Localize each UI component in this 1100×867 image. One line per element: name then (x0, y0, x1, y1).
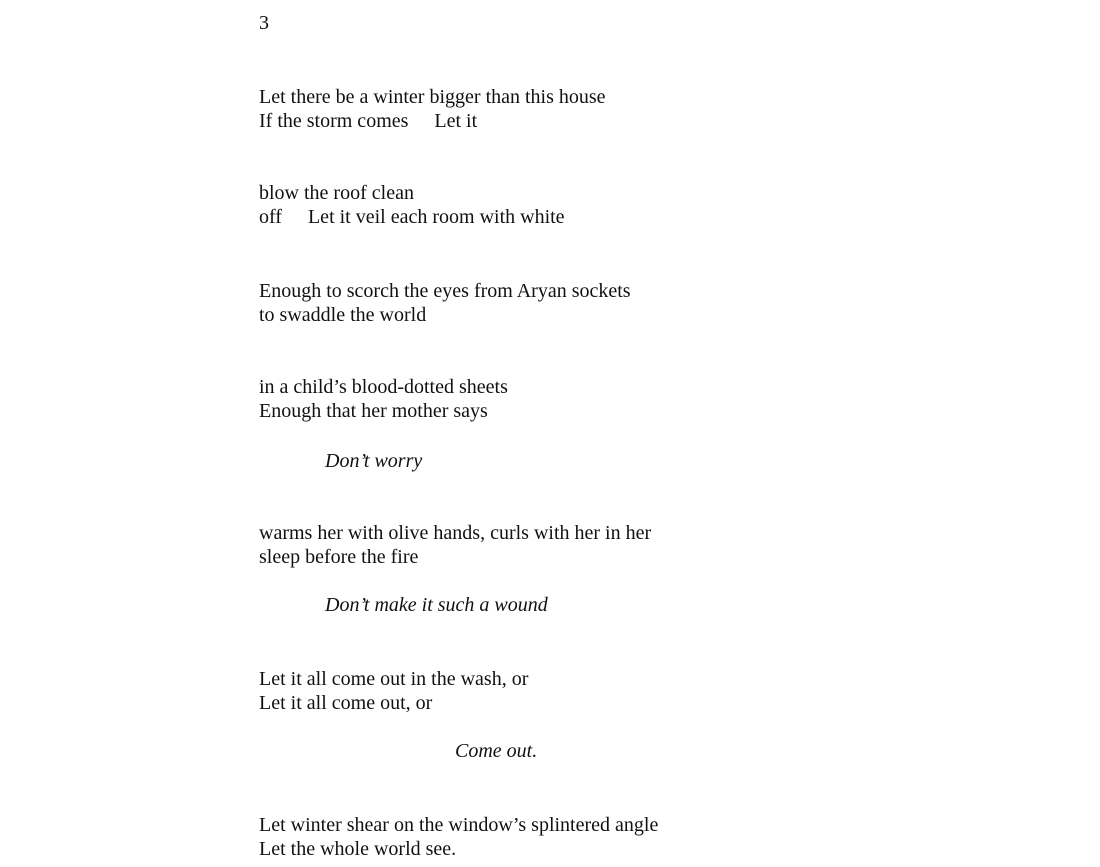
poem-line: Let it all come out, or (259, 692, 433, 714)
poem-line (259, 109, 477, 133)
page-number: 3 (259, 12, 269, 34)
italic-quote: Come out. (455, 740, 538, 762)
poem-line (259, 205, 565, 229)
poem-line: Let winter shear on the window’s splintered angle (259, 814, 659, 836)
poem-line: to swaddle the world (259, 304, 427, 326)
poem-line: Enough to scorch the eyes from Aryan sockets (259, 280, 631, 302)
poem-line: Let there be a winter bigger than this house (259, 86, 606, 108)
poem-line-part: Let it (434, 110, 478, 132)
poem-line-part: off (259, 206, 282, 228)
poem-line: Let the whole world see. (259, 838, 457, 860)
italic-quote: Don’t worry (325, 450, 423, 472)
poem-line: sleep before the fire (259, 546, 419, 568)
poem-line: blow the roof clean (259, 182, 414, 204)
italic-quote: Don’t make it such a wound (325, 594, 548, 616)
poem-line: Let it all come out in the wash, or (259, 668, 529, 690)
poem-line-part: Let it veil each room with white (307, 206, 565, 228)
poem-line: Enough that her mother says (259, 400, 488, 422)
poem-line-part: If the storm comes (259, 110, 409, 132)
poem-line: in a child’s blood-dotted sheets (259, 376, 508, 398)
poem-line: warms her with olive hands, curls with her in her (259, 522, 652, 544)
